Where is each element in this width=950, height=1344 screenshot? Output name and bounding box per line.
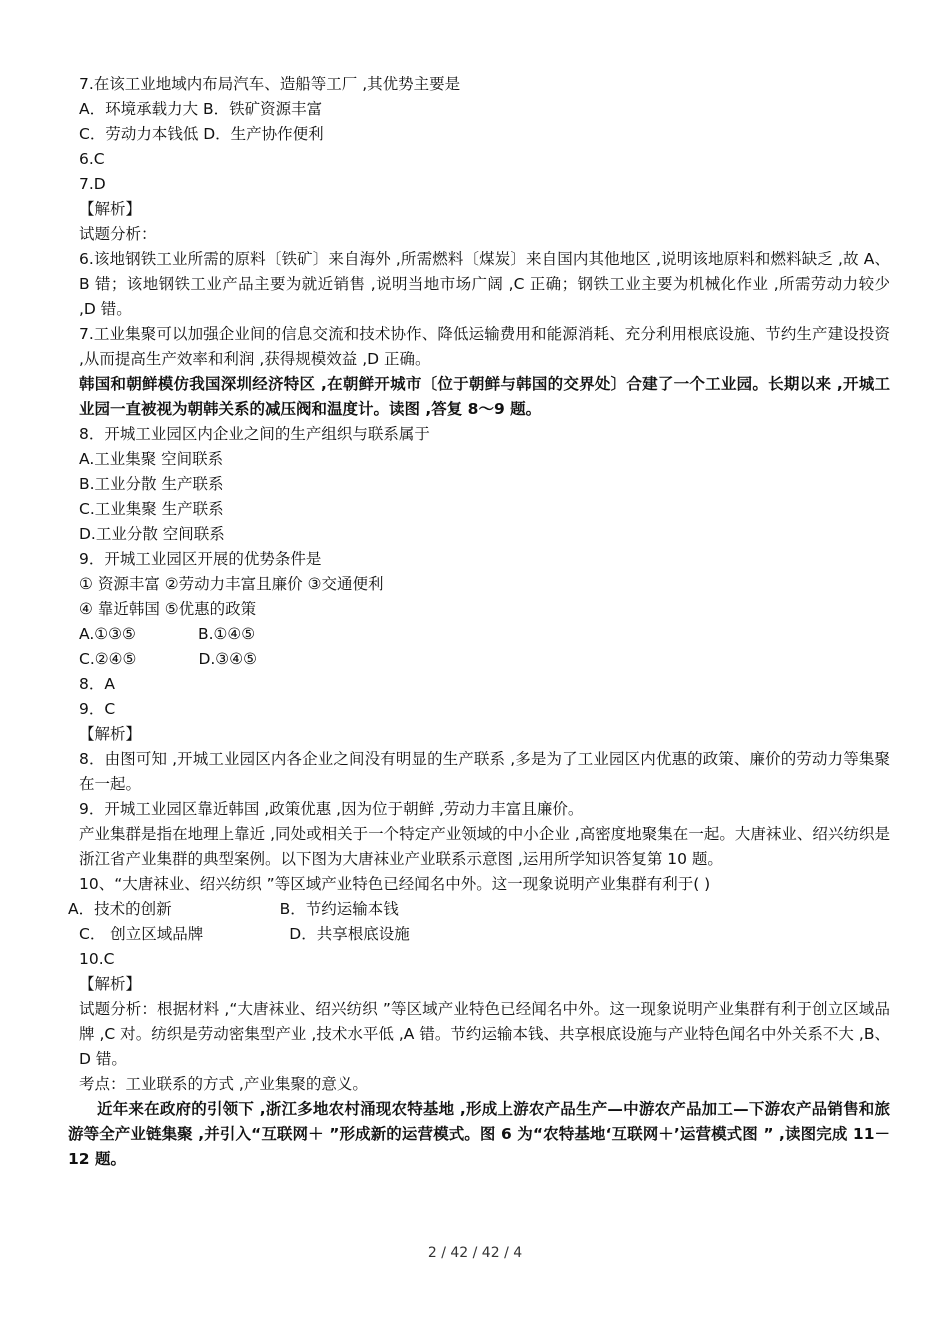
- intro-questions-8-9: 韩国和朝鲜模仿我国深圳经济特区 ,在朝鲜开城市〔位于朝鲜与韩国的交界处〕合建了一个工业园。长期以来 ,开城工业园一直被视为朝韩关系的减压阀和温度计。读图 ,答复 8～9 题。: [79, 375, 890, 418]
- question-10-options-cd: [68, 922, 890, 947]
- exam-point: 考点：工业联系的方式 ,产业集聚的意义。: [79, 1075, 368, 1093]
- question-9-option-c: C.②④⑤: [79, 650, 137, 668]
- document-page: [68, 72, 890, 1172]
- question-10-option-b: B．节约运输本钱: [279, 900, 399, 918]
- question-9-option-a: A.①③⑤: [79, 625, 136, 643]
- explanation-6: 6.该地钢铁工业所需的原料〔铁矿〕来自海外 ,所需燃料〔煤炭〕来自国内其他地区 ,说明该地原料和燃料缺乏 ,故 A、B 错；该地钢铁工业产品主要为就近销售 ,说明当地市场广阔 ,C 正确；钢铁工业主要为机械化作业 ,所需劳动力较少 ,D 错。: [79, 250, 890, 318]
- page-number: 2 / 42 / 42 / 4: [427, 1245, 523, 1261]
- explanation-10: 试题分析：根据材料 ,“大唐袜业、绍兴纺织 ”等区域产业特色已经闻名中外。这一现象说明产业集群有利于创立区域品牌 ,C 对。纺织是劳动密集型产业 ,技术水平低 ,A 错。节约运输本钱、共享根底设施与产业特色闻名中外关系不大 ,B、D 错。: [79, 1000, 890, 1068]
- question-9-option-d: D.③④⑤: [198, 650, 257, 668]
- analysis-heading: 【解析】: [79, 200, 142, 218]
- question-7-options-ab: A．环境承载力大 B．铁矿资源丰富: [79, 100, 323, 118]
- question-8-option-b: B.工业分散 生产联系: [79, 475, 224, 493]
- answer-8: 8．A: [79, 675, 115, 693]
- question-8-option-a: A.工业集聚 空间联系: [79, 450, 224, 468]
- intro-questions-11-12: 近年来在政府的引领下 ,浙江多地农村涌现农特基地 ,形成上游农产品生产—中游农产品加工—下游农产品销售和旅游等全产业链集聚 ,并引入“互联网＋ ”形成新的运营模式。图 6 为“农特基地‘互联网＋’运营模式图 ” ,读图完成 11－12 题。: [68, 1100, 890, 1168]
- answer-10: 10.C: [79, 950, 115, 968]
- analysis-heading-2: 【解析】: [79, 725, 142, 743]
- question-9-option-b: B.①④⑤: [197, 625, 256, 643]
- question-10-options-ab: [68, 897, 890, 922]
- explanation-8: 8．由图可知 ,开城工业园区内各企业之间没有明显的生产联系 ,多是为了工业园区内优惠的政策、廉价的劳动力等集聚在一起。: [79, 750, 890, 793]
- question-8: 8．开城工业园区内企业之间的生产组织与联系属于: [79, 425, 430, 443]
- analysis-heading-3: 【解析】: [79, 975, 142, 993]
- answer-9: 9．C: [79, 700, 116, 718]
- question-10-option-d: D．共享根底设施: [289, 925, 410, 943]
- analysis-subheading: 试题分析：: [79, 225, 157, 243]
- question-10: 10、“大唐袜业、绍兴纺织 ”等区域产业特色已经闻名中外。这一现象说明产业集群有利于( ): [79, 875, 711, 893]
- question-9-conditions-1: ① 资源丰富 ②劳动力丰富且廉价 ③交通便利: [79, 575, 384, 593]
- question-8-option-d: D.工业分散 空间联系: [79, 525, 225, 543]
- question-9-options-cd: [68, 647, 890, 672]
- question-9-conditions-2: ④ 靠近韩国 ⑤优惠的政策: [79, 600, 257, 618]
- question-10-option-c: C． 创立区域品牌: [79, 925, 204, 943]
- question-7-options-cd: C．劳动力本钱低 D．生产协作便利: [79, 125, 324, 143]
- question-8-option-c: C.工业集聚 生产联系: [79, 500, 224, 518]
- answer-6: 6.C: [79, 150, 105, 168]
- explanation-9: 9．开城工业园区靠近韩国 ,政策优惠 ,因为位于朝鲜 ,劳动力丰富且廉价。: [79, 800, 584, 818]
- question-7: 7.在该工业地域内布局汽车、造船等工厂 ,其优势主要是: [79, 75, 461, 93]
- question-9: 9．开城工业园区开展的优势条件是: [79, 550, 322, 568]
- answer-7: 7.D: [79, 175, 106, 193]
- intro-question-10: 产业集群是指在地理上靠近 ,同处或相关于一个特定产业领域的中小企业 ,高密度地聚集在一起。大唐袜业、绍兴纺织是浙江省产业集群的典型案例。以下图为大唐袜业产业联系示意图 ,运用所学知识答复第 10 题。: [79, 825, 890, 868]
- question-9-options-ab: [68, 622, 890, 647]
- explanation-7: 7.工业集聚可以加强企业间的信息交流和技术协作、降低运输费用和能源消耗、充分利用根底设施、节约生产建设投资 ,从而提高生产效率和利润 ,获得规模效益 ,D 正确。: [79, 325, 890, 368]
- question-10-option-a: A．技术的创新: [68, 900, 172, 918]
